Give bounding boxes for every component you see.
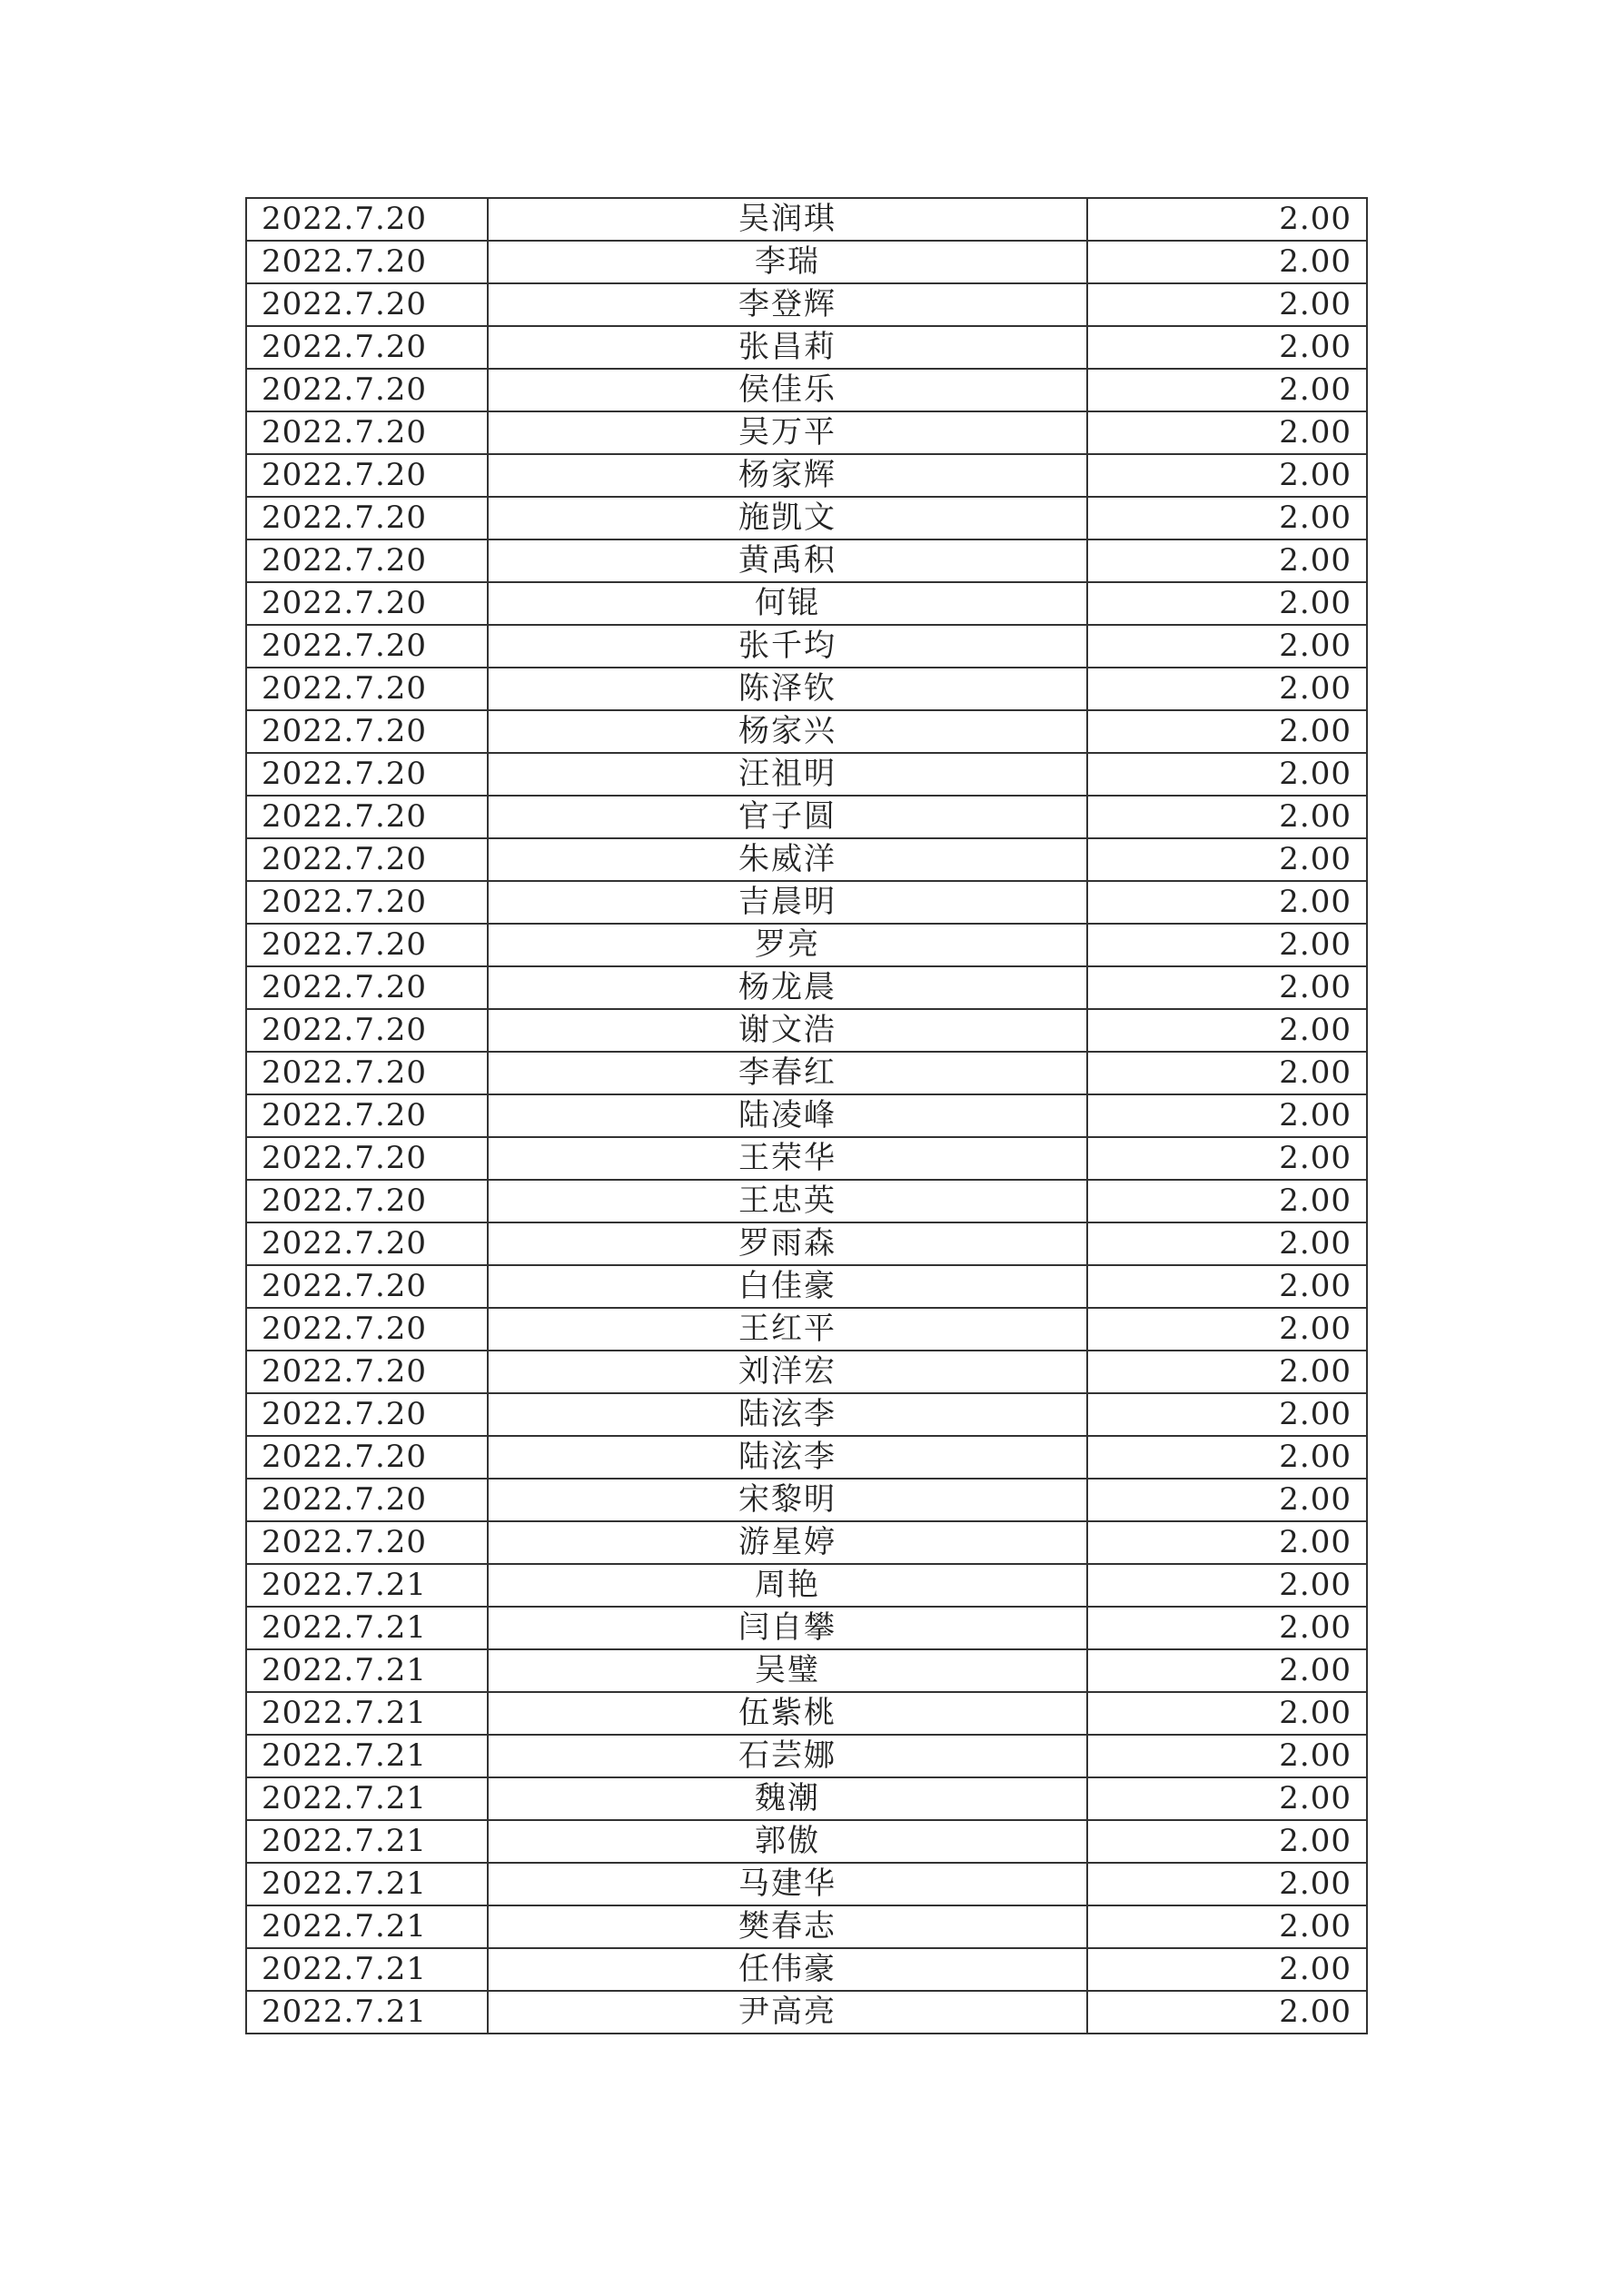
name-cell: 石芸娜 [488,1735,1087,1777]
date-cell: 2022.7.20 [246,1137,488,1180]
name-cell: 李登辉 [488,283,1087,326]
amount-cell: 2.00 [1087,582,1367,625]
amount-cell: 2.00 [1087,1564,1367,1607]
amount-cell: 2.00 [1087,1308,1367,1351]
amount-cell: 2.00 [1087,668,1367,710]
amount-cell: 2.00 [1087,1607,1367,1649]
date-cell: 2022.7.20 [246,1521,488,1564]
name-cell: 杨家兴 [488,710,1087,753]
name-cell: 任伟豪 [488,1948,1087,1991]
name-cell: 罗雨森 [488,1222,1087,1265]
date-cell: 2022.7.20 [246,369,488,411]
table-row [246,710,1367,753]
date-cell: 2022.7.20 [246,1222,488,1265]
amount-cell: 2.00 [1087,1905,1367,1948]
table-row [246,924,1367,966]
table-row [246,1436,1367,1479]
date-cell: 2022.7.20 [246,454,488,497]
name-cell: 官子圆 [488,796,1087,838]
amount-cell: 2.00 [1087,1649,1367,1692]
amount-cell: 2.00 [1087,1863,1367,1905]
date-cell: 2022.7.20 [246,326,488,369]
amount-cell: 2.00 [1087,625,1367,668]
amount-cell: 2.00 [1087,454,1367,497]
date-cell: 2022.7.20 [246,710,488,753]
amount-cell: 2.00 [1087,1948,1367,1991]
name-cell: 杨家辉 [488,454,1087,497]
table-row [246,1607,1367,1649]
name-cell: 何锟 [488,582,1087,625]
date-cell: 2022.7.21 [246,1777,488,1820]
name-cell: 张千均 [488,625,1087,668]
table-row [246,881,1367,924]
date-cell: 2022.7.20 [246,539,488,582]
table-row [246,497,1367,539]
date-cell: 2022.7.20 [246,1180,488,1222]
name-cell: 闫自攀 [488,1607,1087,1649]
date-cell: 2022.7.21 [246,1820,488,1863]
name-cell: 侯佳乐 [488,369,1087,411]
date-cell: 2022.7.21 [246,1649,488,1692]
amount-cell: 2.00 [1087,198,1367,241]
date-cell: 2022.7.20 [246,1009,488,1052]
table-row [246,1991,1367,2034]
table-row [246,198,1367,241]
table-row [246,1820,1367,1863]
table-row [246,1905,1367,1948]
name-cell: 李春红 [488,1052,1087,1094]
name-cell: 吴万平 [488,411,1087,454]
date-cell: 2022.7.20 [246,1265,488,1308]
amount-cell: 2.00 [1087,1735,1367,1777]
amount-cell: 2.00 [1087,1991,1367,2034]
name-cell: 游星婷 [488,1521,1087,1564]
table-row [246,1393,1367,1436]
amount-cell: 2.00 [1087,326,1367,369]
amount-cell: 2.00 [1087,283,1367,326]
amount-cell: 2.00 [1087,1137,1367,1180]
amount-cell: 2.00 [1087,924,1367,966]
amount-cell: 2.00 [1087,1351,1367,1393]
table-row [246,668,1367,710]
date-cell: 2022.7.20 [246,924,488,966]
amount-cell: 2.00 [1087,1521,1367,1564]
amount-cell: 2.00 [1087,1265,1367,1308]
table-row [246,1052,1367,1094]
table-row [246,1222,1367,1265]
name-cell: 白佳豪 [488,1265,1087,1308]
table-row [246,1692,1367,1735]
name-cell: 周艳 [488,1564,1087,1607]
table-row [246,966,1367,1009]
name-cell: 朱威洋 [488,838,1087,881]
amount-cell: 2.00 [1087,753,1367,796]
name-cell: 汪祖明 [488,753,1087,796]
amount-cell: 2.00 [1087,1222,1367,1265]
table-row [246,1265,1367,1308]
date-cell: 2022.7.20 [246,1094,488,1137]
table-row [246,625,1367,668]
name-cell: 陆泫李 [488,1436,1087,1479]
date-cell: 2022.7.20 [246,753,488,796]
table-row [246,1521,1367,1564]
table-row [246,1308,1367,1351]
date-cell: 2022.7.21 [246,1991,488,2034]
amount-cell: 2.00 [1087,1180,1367,1222]
date-cell: 2022.7.20 [246,497,488,539]
table-row [246,1564,1367,1607]
date-cell: 2022.7.21 [246,1948,488,1991]
name-cell: 郭傲 [488,1820,1087,1863]
name-cell: 王荣华 [488,1137,1087,1180]
table-row [246,582,1367,625]
amount-cell: 2.00 [1087,1479,1367,1521]
amount-cell: 2.00 [1087,497,1367,539]
name-cell: 伍紫桃 [488,1692,1087,1735]
ledger-body [246,198,1367,2034]
amount-cell: 2.00 [1087,539,1367,582]
table-row [246,838,1367,881]
table-row [246,1777,1367,1820]
amount-cell: 2.00 [1087,966,1367,1009]
table-row [246,241,1367,283]
table-row [246,454,1367,497]
date-cell: 2022.7.20 [246,1351,488,1393]
name-cell: 刘洋宏 [488,1351,1087,1393]
amount-cell: 2.00 [1087,1692,1367,1735]
table-row [246,411,1367,454]
amount-cell: 2.00 [1087,1393,1367,1436]
date-cell: 2022.7.21 [246,1863,488,1905]
amount-cell: 2.00 [1087,1009,1367,1052]
amount-cell: 2.00 [1087,1052,1367,1094]
name-cell: 吴璧 [488,1649,1087,1692]
amount-cell: 2.00 [1087,411,1367,454]
table-row [246,1009,1367,1052]
table-row [246,1863,1367,1905]
amount-cell: 2.00 [1087,369,1367,411]
name-cell: 杨龙晨 [488,966,1087,1009]
amount-cell: 2.00 [1087,838,1367,881]
name-cell: 张昌莉 [488,326,1087,369]
date-cell: 2022.7.20 [246,1308,488,1351]
date-cell: 2022.7.20 [246,966,488,1009]
name-cell: 尹高亮 [488,1991,1087,2034]
table-row [246,753,1367,796]
table-row [246,369,1367,411]
date-cell: 2022.7.20 [246,1052,488,1094]
table-row [246,1649,1367,1692]
date-cell: 2022.7.20 [246,1479,488,1521]
table-row [246,1180,1367,1222]
date-cell: 2022.7.20 [246,881,488,924]
date-cell: 2022.7.21 [246,1735,488,1777]
table-row [246,326,1367,369]
date-cell: 2022.7.20 [246,198,488,241]
date-cell: 2022.7.20 [246,796,488,838]
table-row [246,1094,1367,1137]
date-cell: 2022.7.21 [246,1607,488,1649]
name-cell: 樊春志 [488,1905,1087,1948]
name-cell: 李瑞 [488,241,1087,283]
donation-ledger-table [245,197,1368,2034]
name-cell: 罗亮 [488,924,1087,966]
date-cell: 2022.7.21 [246,1905,488,1948]
name-cell: 魏潮 [488,1777,1087,1820]
name-cell: 王忠英 [488,1180,1087,1222]
amount-cell: 2.00 [1087,710,1367,753]
date-cell: 2022.7.20 [246,1436,488,1479]
date-cell: 2022.7.20 [246,411,488,454]
date-cell: 2022.7.20 [246,582,488,625]
amount-cell: 2.00 [1087,1094,1367,1137]
date-cell: 2022.7.20 [246,838,488,881]
name-cell: 马建华 [488,1863,1087,1905]
table-row [246,1137,1367,1180]
name-cell: 谢文浩 [488,1009,1087,1052]
table-row [246,1479,1367,1521]
table-row [246,283,1367,326]
date-cell: 2022.7.20 [246,1393,488,1436]
date-cell: 2022.7.20 [246,668,488,710]
amount-cell: 2.00 [1087,1436,1367,1479]
date-cell: 2022.7.20 [246,625,488,668]
name-cell: 陆泫李 [488,1393,1087,1436]
table-row [246,1351,1367,1393]
date-cell: 2022.7.20 [246,241,488,283]
name-cell: 陆凌峰 [488,1094,1087,1137]
amount-cell: 2.00 [1087,796,1367,838]
name-cell: 吴润琪 [488,198,1087,241]
amount-cell: 2.00 [1087,881,1367,924]
date-cell: 2022.7.21 [246,1692,488,1735]
name-cell: 陈泽钦 [488,668,1087,710]
amount-cell: 2.00 [1087,241,1367,283]
amount-cell: 2.00 [1087,1820,1367,1863]
table-row [246,1948,1367,1991]
name-cell: 施凯文 [488,497,1087,539]
table-row [246,539,1367,582]
table-row [246,1735,1367,1777]
name-cell: 王红平 [488,1308,1087,1351]
date-cell: 2022.7.21 [246,1564,488,1607]
table-row [246,796,1367,838]
name-cell: 黄禹积 [488,539,1087,582]
name-cell: 宋黎明 [488,1479,1087,1521]
name-cell: 吉晨明 [488,881,1087,924]
amount-cell: 2.00 [1087,1777,1367,1820]
date-cell: 2022.7.20 [246,283,488,326]
